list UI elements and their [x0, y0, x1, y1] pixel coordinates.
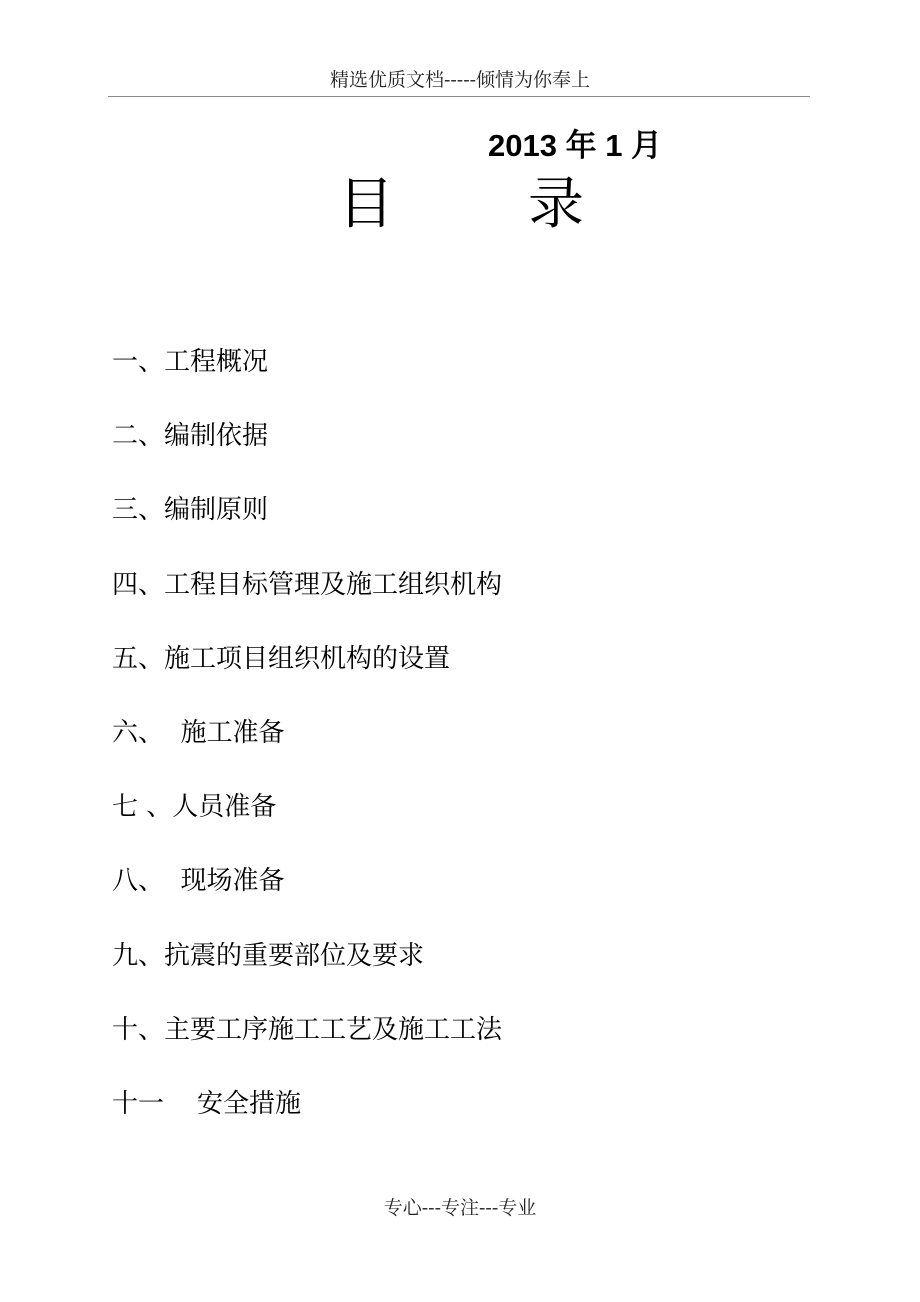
- page-header: 精选优质文档-----倾情为你奉上: [329, 69, 591, 91]
- toc-item-8: 八、 现场准备: [112, 866, 285, 897]
- table-of-contents: [112, 340, 502, 1156]
- toc-item-1: 一、工程概况: [112, 347, 269, 377]
- toc-item-4: 四、工程目标管理及施工组织机构: [112, 569, 503, 600]
- toc-item-6: 六、 施工准备: [112, 717, 285, 748]
- toc-item-3: 三、编制原则: [112, 495, 269, 526]
- toc-item-5: 五、施工项目组织机构的设置: [112, 643, 451, 674]
- toc-title-char-2: 录: [528, 172, 584, 237]
- toc-item-2: 二、编制依据: [112, 421, 269, 452]
- page-footer: 专心---专注---专业: [383, 1197, 537, 1219]
- toc-title-char-1: 目: [338, 172, 394, 237]
- document-date: 2013 年 1 月: [488, 128, 663, 163]
- toc-item-10: 十、主要工序施工工艺及施工工法: [112, 1014, 503, 1045]
- toc-item-9: 九、抗震的重要部位及要求: [112, 940, 425, 971]
- toc-item-7: 七 、人员准备: [112, 792, 277, 823]
- header-divider: [108, 96, 810, 97]
- toc-item-11: 十一 安全措施: [112, 1088, 302, 1119]
